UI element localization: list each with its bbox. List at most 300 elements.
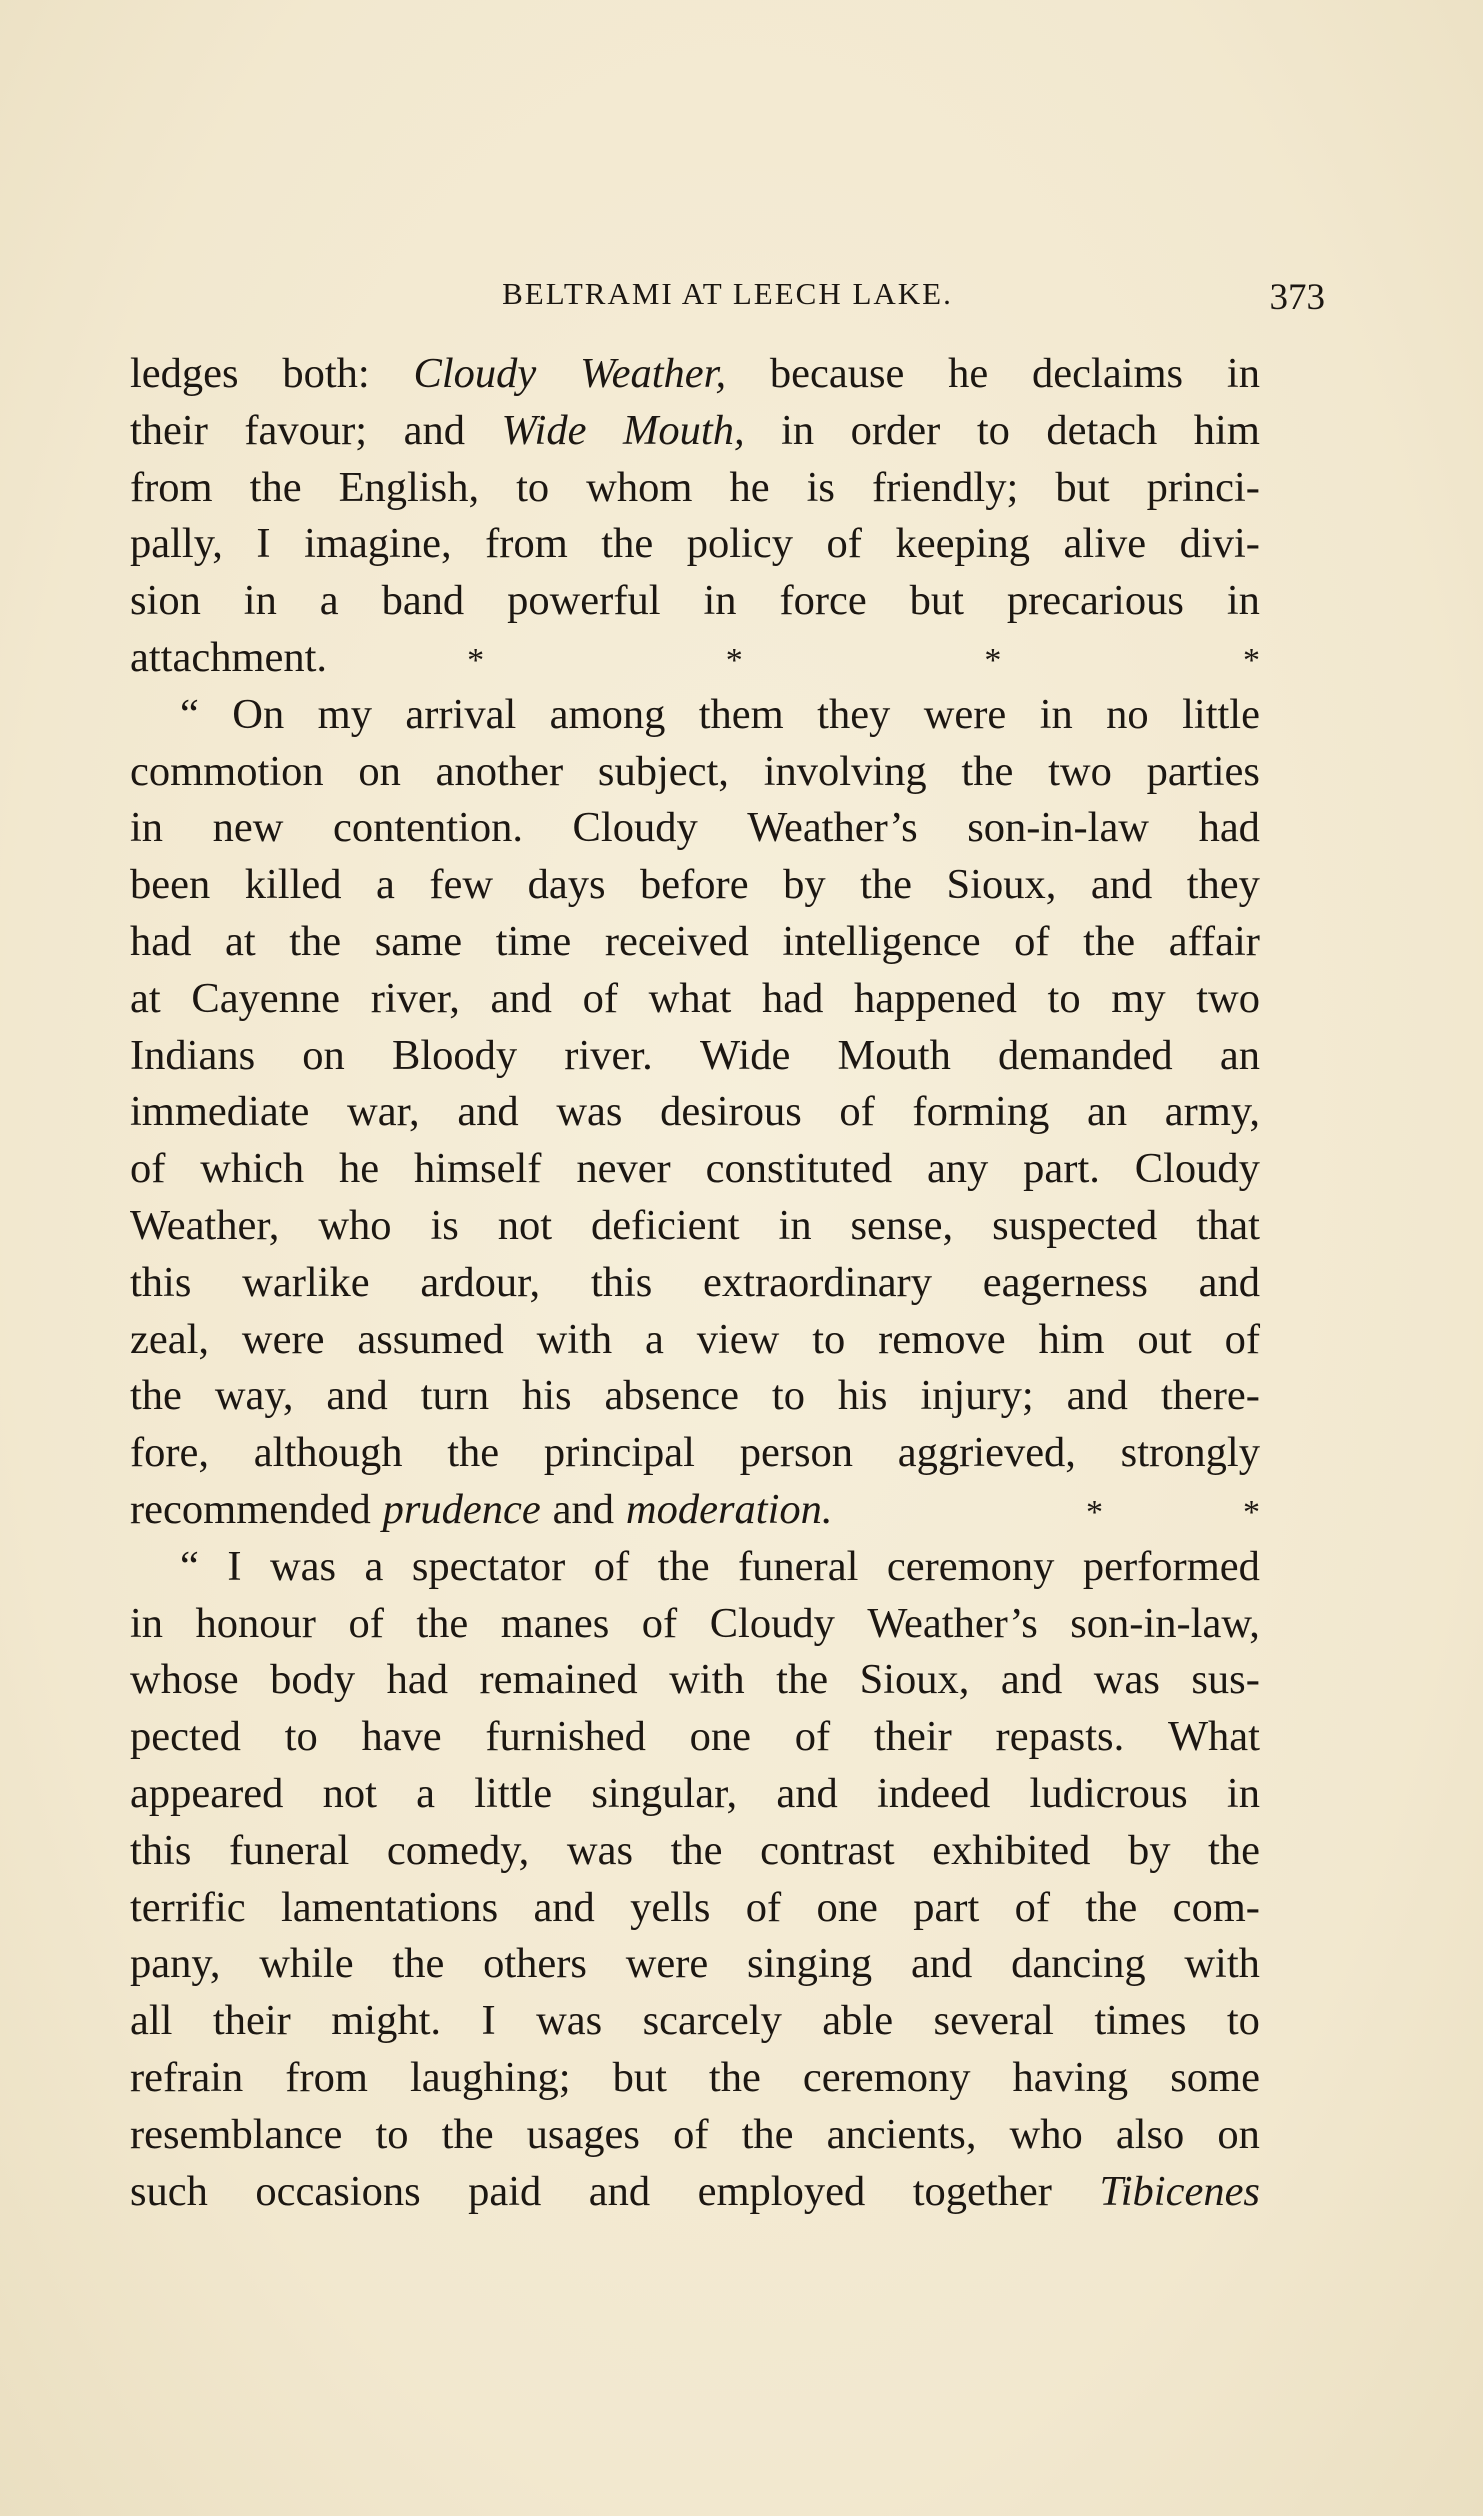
word: no xyxy=(1106,690,1149,738)
word: policy xyxy=(686,520,793,568)
word: and xyxy=(776,1769,838,1817)
word: but xyxy=(909,577,964,625)
word: Sioux, xyxy=(859,1656,970,1704)
word: demanded xyxy=(998,1031,1173,1079)
word: spectator xyxy=(411,1542,566,1590)
word: Cayenne xyxy=(191,974,341,1022)
word: any xyxy=(926,1145,989,1193)
word: What xyxy=(1167,1713,1260,1761)
word: honour xyxy=(195,1599,316,1647)
word: funeral xyxy=(228,1826,350,1874)
word: furnished xyxy=(485,1713,646,1761)
word: view xyxy=(696,1315,780,1363)
word: in xyxy=(778,1201,812,1249)
word: employed xyxy=(697,2167,866,2215)
word: remained xyxy=(479,1656,638,1704)
word: ludicrous xyxy=(1029,1769,1188,1817)
word: subject, xyxy=(597,747,729,795)
word: was xyxy=(566,1826,633,1874)
word: out xyxy=(1137,1315,1192,1363)
text-line xyxy=(130,800,1260,857)
word: but xyxy=(1055,463,1110,511)
word: indeed xyxy=(877,1769,991,1817)
body-text xyxy=(130,346,1260,2220)
word: paid xyxy=(468,2167,542,2215)
word: dancing xyxy=(1011,1940,1146,1988)
word: in xyxy=(1039,690,1073,738)
word: and xyxy=(910,1940,973,1988)
word: Weather, xyxy=(130,1201,280,1249)
word: ledges xyxy=(130,350,239,397)
text-line xyxy=(130,1880,1260,1937)
word: to xyxy=(1047,974,1081,1022)
word: new xyxy=(212,804,284,852)
word: himself xyxy=(413,1145,542,1193)
word: resemblance xyxy=(130,2110,343,2158)
word: ceremony xyxy=(802,2053,971,2101)
text-line xyxy=(130,1198,1260,1255)
word: Bloody xyxy=(391,1031,518,1079)
text-line xyxy=(130,1936,1260,1993)
word: was xyxy=(536,1997,603,2045)
word: manes xyxy=(500,1599,610,1647)
word: them xyxy=(698,690,784,738)
word: in xyxy=(243,577,277,625)
text-line xyxy=(130,1425,1260,1482)
word: while xyxy=(259,1940,354,1988)
word: having xyxy=(1012,2053,1129,2101)
text-line xyxy=(130,2107,1260,2164)
word: repasts. xyxy=(995,1713,1125,1761)
word: Weather’s xyxy=(747,804,918,852)
word: and xyxy=(1090,861,1153,909)
word: son-in-law xyxy=(967,804,1150,852)
text-line xyxy=(130,1028,1260,1085)
word: the xyxy=(1085,1883,1138,1931)
word: that xyxy=(1196,1201,1260,1249)
word: an xyxy=(1219,1031,1260,1079)
word: pany, xyxy=(130,1940,221,1988)
word: the xyxy=(249,463,302,511)
word: might. xyxy=(331,1997,442,2045)
text-line xyxy=(130,1596,1260,1653)
word: favour; xyxy=(244,406,368,454)
text-line xyxy=(130,2164,1260,2221)
word: at xyxy=(130,974,161,1022)
word: to xyxy=(976,406,1010,454)
word: is xyxy=(430,1201,459,1249)
word: Weather, xyxy=(580,350,727,397)
word: in xyxy=(1226,577,1260,625)
word: some xyxy=(1170,2053,1260,2101)
word: lamentations xyxy=(280,1883,499,1931)
word: part. xyxy=(1023,1145,1100,1193)
word: been xyxy=(130,861,211,909)
word: desirous xyxy=(660,1088,802,1136)
text-line xyxy=(130,1539,1260,1596)
word: keeping xyxy=(895,520,1030,568)
text-line xyxy=(130,1141,1260,1198)
word: days xyxy=(527,861,606,909)
text-line xyxy=(130,2050,1260,2107)
word: and xyxy=(552,1485,615,1533)
word: one xyxy=(689,1713,752,1761)
word: his xyxy=(837,1372,888,1420)
word: commotion xyxy=(130,747,324,795)
text-line xyxy=(130,1652,1260,1709)
word: Weather’s xyxy=(867,1599,1038,1647)
word: he xyxy=(948,350,989,397)
word: refrain xyxy=(130,2053,244,2101)
word: prudence xyxy=(382,1485,541,1533)
word: his xyxy=(522,1372,572,1420)
word: Mouth xyxy=(837,1031,951,1079)
text-line xyxy=(130,1368,1260,1425)
word: the xyxy=(392,1940,445,1988)
word: Mouth, xyxy=(622,406,745,454)
word: although xyxy=(253,1429,403,1477)
word: the xyxy=(776,1656,829,1704)
word: the xyxy=(1083,917,1136,965)
word: which xyxy=(200,1145,305,1193)
word: person xyxy=(739,1429,854,1477)
word: the xyxy=(289,917,342,965)
word: absence xyxy=(604,1372,739,1420)
word: “ xyxy=(180,690,199,738)
word: by xyxy=(783,861,826,909)
word: “ xyxy=(180,1542,199,1590)
word: were xyxy=(625,1940,709,1988)
word: singing xyxy=(747,1940,873,1988)
word: the xyxy=(601,520,654,568)
word: army, xyxy=(1164,1088,1260,1136)
word: precarious xyxy=(1006,577,1184,625)
word: not xyxy=(497,1201,553,1249)
word: extraordinary xyxy=(703,1258,932,1306)
word: the xyxy=(130,1372,182,1420)
word: zeal, xyxy=(130,1315,210,1363)
word: in xyxy=(1226,1769,1260,1817)
word: to xyxy=(284,1713,318,1761)
star-glyph: * xyxy=(1243,1493,1260,1531)
text-line xyxy=(130,1084,1260,1141)
word: they xyxy=(817,690,891,738)
text-line xyxy=(130,1312,1260,1369)
word: force xyxy=(779,577,867,625)
word: who xyxy=(1009,2110,1083,2158)
word: of xyxy=(826,520,862,568)
word: part xyxy=(913,1883,980,1931)
word: a xyxy=(376,861,395,909)
word: ceremony xyxy=(886,1542,1055,1590)
word: of xyxy=(1014,917,1050,965)
ellipsis-stars xyxy=(893,1485,1260,1542)
word: alive xyxy=(1063,520,1147,568)
text-line xyxy=(130,857,1260,914)
word: band xyxy=(381,577,465,625)
word: English, xyxy=(338,463,480,511)
word: declaims xyxy=(1032,350,1184,397)
word: friendly; xyxy=(871,463,1019,511)
word: suspected xyxy=(992,1201,1158,1249)
word: and xyxy=(326,1372,388,1420)
word: contention. xyxy=(332,804,523,852)
word: divi- xyxy=(1179,520,1260,568)
word: and xyxy=(1198,1258,1260,1306)
word: there- xyxy=(1160,1372,1260,1420)
word: few xyxy=(429,861,494,909)
word: this xyxy=(130,1258,192,1306)
word: order xyxy=(850,406,941,454)
word: I xyxy=(481,1997,496,2045)
star-glyph: * xyxy=(1242,641,1260,679)
word: able xyxy=(822,1997,894,2045)
text-line xyxy=(130,744,1260,801)
word: in xyxy=(130,1599,164,1647)
word: have xyxy=(361,1713,442,1761)
word: from xyxy=(130,463,213,511)
text-line xyxy=(130,1709,1260,1766)
word: among xyxy=(549,690,666,738)
word: same xyxy=(374,917,463,965)
word: eagerness xyxy=(982,1258,1148,1306)
word: others xyxy=(483,1940,587,1988)
word: Wide xyxy=(501,406,587,454)
word: remove xyxy=(878,1315,1006,1363)
word: of xyxy=(839,1088,875,1136)
word: and xyxy=(457,1088,519,1136)
word: the xyxy=(447,1429,500,1477)
word: of xyxy=(641,1599,678,1647)
word: from xyxy=(485,520,568,568)
text-line xyxy=(130,1766,1260,1823)
word: I xyxy=(227,1542,242,1590)
word: with xyxy=(669,1656,745,1704)
word: Indians xyxy=(130,1031,256,1079)
word: what xyxy=(648,974,732,1022)
star-glyph: * xyxy=(984,641,1002,679)
word: their xyxy=(130,406,208,454)
word: him xyxy=(1038,1315,1105,1363)
word: river. xyxy=(564,1031,653,1079)
ellipsis-stars xyxy=(387,633,1260,690)
word: to xyxy=(812,1315,846,1363)
word: detach xyxy=(1046,406,1158,454)
word: and xyxy=(403,406,465,454)
word: comedy, xyxy=(386,1826,530,1874)
word: sion xyxy=(130,577,201,625)
word: Cloudy xyxy=(1134,1145,1260,1193)
word: Sioux, xyxy=(946,861,1057,909)
word: fore, xyxy=(130,1429,210,1477)
word: him xyxy=(1193,406,1260,454)
text-line xyxy=(130,1482,1260,1539)
word: affair xyxy=(1168,917,1260,965)
word: warlike xyxy=(242,1258,370,1306)
word: involving xyxy=(763,747,927,795)
word: time xyxy=(495,917,572,965)
word: the xyxy=(860,861,912,909)
word: of xyxy=(1224,1315,1260,1363)
word: imagine, xyxy=(304,520,452,568)
word: several xyxy=(933,1997,1054,2045)
word: on xyxy=(1217,2110,1260,2158)
text-line xyxy=(130,630,1260,687)
word: my xyxy=(317,690,372,738)
word: of xyxy=(1014,1883,1050,1931)
word: the xyxy=(416,1599,469,1647)
word: war, xyxy=(347,1088,420,1136)
word: two xyxy=(1048,747,1112,795)
word: ancients, xyxy=(826,2110,977,2158)
word: of xyxy=(582,974,618,1022)
word: On xyxy=(232,690,285,738)
word: exhibited xyxy=(932,1826,1091,1874)
word: the xyxy=(1208,1826,1260,1874)
word: Cloudy xyxy=(413,350,537,397)
word: he xyxy=(339,1145,380,1193)
word: intelligence xyxy=(782,917,981,965)
text-line xyxy=(130,573,1260,630)
word: powerful xyxy=(507,577,661,625)
word: attachment. xyxy=(130,633,328,681)
word: of xyxy=(348,1599,384,1647)
word: com- xyxy=(1172,1883,1260,1931)
word: contrast xyxy=(760,1826,895,1874)
word: little xyxy=(474,1769,553,1817)
word: a xyxy=(416,1769,435,1817)
star-glyph: * xyxy=(725,641,743,679)
text-line xyxy=(130,1823,1260,1880)
word: aggrieved, xyxy=(897,1429,1076,1477)
word: and xyxy=(1066,1372,1128,1420)
word: usages xyxy=(526,2110,640,2158)
text-line xyxy=(130,971,1260,1028)
word: the xyxy=(741,2110,794,2158)
word: to xyxy=(375,2110,409,2158)
word: a xyxy=(644,1315,664,1363)
word: together xyxy=(912,2167,1052,2215)
word: was xyxy=(556,1088,623,1136)
word: strongly xyxy=(1120,1429,1260,1477)
word: moderation. xyxy=(625,1485,833,1533)
word: the xyxy=(708,2053,761,2101)
word: the xyxy=(961,747,1014,795)
word: of xyxy=(673,2110,709,2158)
word: river, xyxy=(370,974,460,1022)
word: a xyxy=(364,1542,384,1590)
text-line xyxy=(130,1993,1260,2050)
word: injury; xyxy=(920,1372,1034,1420)
word: an xyxy=(1086,1088,1128,1136)
word: terrific xyxy=(130,1883,246,1931)
word: from xyxy=(285,2053,368,2101)
word: funeral xyxy=(738,1542,859,1590)
word: princi- xyxy=(1146,463,1260,511)
word: in xyxy=(1226,350,1260,397)
word: who xyxy=(318,1201,392,1249)
word: pected xyxy=(130,1713,241,1761)
word: had xyxy=(1198,804,1260,852)
page-number: 373 xyxy=(1269,277,1325,318)
word: occasions xyxy=(255,2167,421,2215)
word: sus- xyxy=(1191,1656,1260,1704)
word: in xyxy=(781,406,815,454)
word: the xyxy=(441,2110,494,2158)
page-header xyxy=(130,276,1325,326)
word: assumed xyxy=(357,1315,504,1363)
word: Cloudy xyxy=(709,1599,835,1647)
word: body xyxy=(270,1656,356,1704)
word: had xyxy=(386,1656,448,1704)
word: and xyxy=(490,974,552,1022)
word: before xyxy=(640,861,749,909)
word: Wide xyxy=(699,1031,791,1079)
word: also xyxy=(1115,2110,1185,2158)
word: another xyxy=(435,747,564,795)
word: to xyxy=(516,463,550,511)
word: whom xyxy=(586,463,693,511)
word: immediate xyxy=(130,1088,310,1136)
word: constituted xyxy=(705,1145,893,1193)
word: such xyxy=(130,2167,208,2215)
word: son-in-law, xyxy=(1070,1599,1260,1647)
word: in xyxy=(130,804,164,852)
word: but xyxy=(612,2053,667,2101)
text-line xyxy=(130,1255,1260,1312)
word: was xyxy=(1093,1656,1160,1704)
word: laughing; xyxy=(409,2053,571,2101)
word: and xyxy=(588,2167,651,2215)
word: yells xyxy=(630,1883,711,1931)
text-line xyxy=(130,460,1260,517)
text-line xyxy=(130,516,1260,573)
word: turn xyxy=(420,1372,490,1420)
word: I xyxy=(256,520,271,568)
word: scarcely xyxy=(642,1997,782,2045)
word: had xyxy=(761,974,824,1022)
star-glyph: * xyxy=(467,641,485,679)
word: they xyxy=(1186,861,1260,909)
word: whose xyxy=(130,1656,239,1704)
word: recommended xyxy=(130,1485,371,1533)
word: with xyxy=(536,1315,613,1363)
word: of xyxy=(130,1145,166,1193)
word: one xyxy=(816,1883,878,1931)
word: by xyxy=(1127,1826,1171,1874)
word: of xyxy=(745,1883,782,1931)
word: this xyxy=(130,1826,192,1874)
word: two xyxy=(1196,974,1260,1022)
word: the xyxy=(657,1542,710,1590)
word: Tibicenes xyxy=(1099,2167,1260,2215)
word: this xyxy=(590,1258,653,1306)
star-glyph: * xyxy=(1086,1493,1103,1531)
word: the xyxy=(670,1826,723,1874)
word: deficient xyxy=(590,1201,740,1249)
word: their xyxy=(212,1997,291,2045)
word: all xyxy=(130,1997,173,2045)
word: and xyxy=(533,1883,595,1931)
word: way, xyxy=(214,1372,294,1420)
word: both: xyxy=(282,350,370,397)
text-line xyxy=(130,914,1260,971)
word: was xyxy=(269,1542,337,1590)
word: parties xyxy=(1146,747,1260,795)
word: singular, xyxy=(591,1769,738,1817)
word: to xyxy=(1226,1997,1260,2045)
word: forming xyxy=(912,1088,1050,1136)
